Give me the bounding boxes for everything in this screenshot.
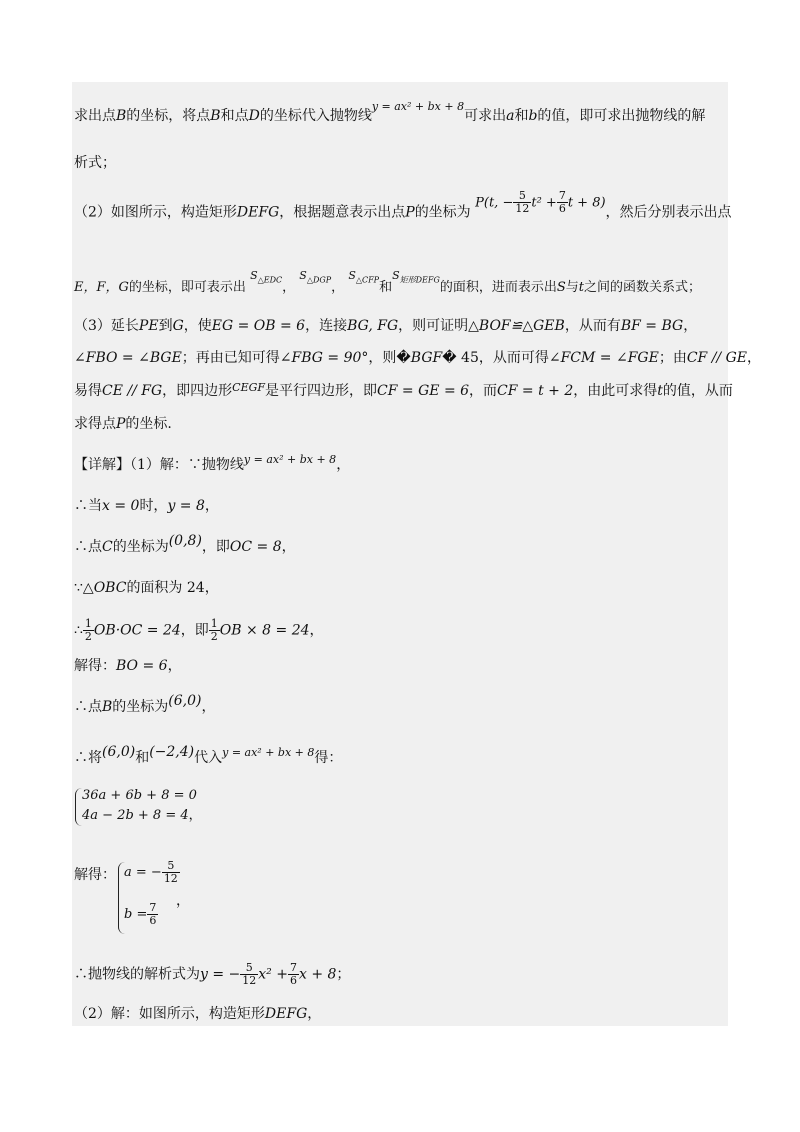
text: 得： xyxy=(314,750,343,766)
math: B xyxy=(116,108,127,124)
text-line xyxy=(74,865,116,885)
math: G xyxy=(172,318,184,334)
equation: y = ax² + bx + 8 xyxy=(222,746,315,759)
equation-system xyxy=(82,786,202,826)
text: ∴抛物线的解析式为 xyxy=(74,966,200,983)
text: ，使 xyxy=(183,318,212,334)
fraction: $\frac{5}{12}$ xyxy=(163,859,178,885)
text: 的坐标. xyxy=(125,416,172,432)
text: 求得点 xyxy=(74,416,116,432)
text: 析式； xyxy=(74,155,116,171)
math: ∠FBG = 90° xyxy=(279,350,369,366)
math: BGF xyxy=(410,350,443,366)
text: ∴ xyxy=(74,622,83,639)
text: ；由 xyxy=(658,350,687,366)
math: B xyxy=(102,699,113,715)
text: 到 xyxy=(158,318,173,334)
text: 的坐标，将点 xyxy=(126,108,211,124)
math: t xyxy=(657,383,663,399)
math: DEFG xyxy=(264,1006,308,1022)
math: t² + xyxy=(531,195,557,211)
text: 的面积，进而表示出 xyxy=(439,280,557,295)
math: OB × 8 = 24 xyxy=(219,622,310,639)
text-line xyxy=(74,618,324,643)
text: ；再由已知可得 xyxy=(181,350,280,366)
text: ； xyxy=(336,966,351,983)
area-symbol: $S_{\triangle CFP}$ xyxy=(348,269,380,285)
math: t + 8) xyxy=(567,195,606,211)
text-line xyxy=(74,189,732,225)
math: BO = 6 xyxy=(116,658,168,674)
text: 的值，从而 xyxy=(662,383,733,399)
text: 和 xyxy=(379,280,393,295)
equation: y = ax² + bx + 8 xyxy=(371,100,465,113)
fraction: $\frac{5}{12}$ xyxy=(242,961,257,987)
text-line xyxy=(74,153,116,173)
text: 易得 xyxy=(74,383,102,399)
equation: 4a − 2b + 8 = 4， xyxy=(82,808,202,823)
text-line xyxy=(74,100,706,127)
math: (6,0) xyxy=(168,693,202,709)
text: ，根据题意表示出点 xyxy=(279,204,406,221)
text-line xyxy=(74,656,182,676)
text: 可求出 xyxy=(464,108,507,124)
text: ，即四边形 xyxy=(162,383,233,399)
math: △BOF≌△GEB xyxy=(468,318,565,334)
text: 的坐标，即可表示出 xyxy=(128,280,246,295)
text: ， xyxy=(201,699,216,715)
math: DEFG xyxy=(236,204,280,221)
text: 解得： xyxy=(74,867,116,883)
text: 的坐标为 xyxy=(112,699,169,715)
text-line: E，F，G的坐标，即可表示出 $S_{\triangle EDC}$， $S_{\triangle DGP}$， $S_{\triangle CFP}$和$S_{矩形DEFG}$的面积，进而表示出S与t之间的函数关系式； xyxy=(74,269,702,295)
point-p-coordinate xyxy=(475,190,605,215)
text: ， xyxy=(176,893,190,909)
math: E，F，G xyxy=(74,280,129,295)
text: ，从而有 xyxy=(564,318,621,334)
area-symbol: $S_{矩形DEFG}$ xyxy=(392,269,440,285)
text: 和 xyxy=(514,108,529,124)
math: OB·OC = 24 xyxy=(93,622,181,639)
math: △OBC xyxy=(82,580,127,596)
math: EG = OB = 6 xyxy=(211,318,306,334)
text-line xyxy=(74,414,172,434)
solution-b: b = $\frac{7}{6}$ xyxy=(124,901,157,927)
text: ， xyxy=(204,498,219,514)
math: BF = BG xyxy=(620,318,684,334)
math: ∠FBO = ∠BGE xyxy=(74,350,182,366)
area-symbol: $S_{\triangle EDC}$ xyxy=(250,269,283,285)
text: （2）如图所示，构造矩形 xyxy=(74,204,237,221)
text-line xyxy=(74,744,343,769)
text: ，即 xyxy=(180,622,209,639)
text-line xyxy=(74,455,350,476)
text: （3）延长 xyxy=(74,318,139,334)
equation-brace xyxy=(75,788,82,826)
text: 与 xyxy=(565,280,579,295)
text: ， xyxy=(747,350,762,366)
text-line xyxy=(74,348,761,368)
text: ，则可证明 xyxy=(398,318,469,334)
math: a xyxy=(506,108,515,124)
text: ， xyxy=(167,658,182,674)
text: ，则� xyxy=(368,350,411,366)
math: CEGF xyxy=(232,381,266,394)
math: x = 0 xyxy=(102,498,140,514)
text-line xyxy=(74,1004,321,1024)
math: (−2,4) xyxy=(149,744,195,760)
math: t xyxy=(578,280,585,295)
text: 的坐标为 xyxy=(112,539,169,555)
text: ∵ xyxy=(74,580,83,596)
text: 的坐标为 xyxy=(414,204,471,221)
text: ∴点 xyxy=(74,699,102,715)
math: PE xyxy=(138,318,159,334)
text: ， xyxy=(683,318,698,334)
math: (0,8) xyxy=(168,533,202,549)
math: BG, FG xyxy=(347,318,399,334)
fraction: $\frac{1}{2}$ xyxy=(210,617,218,643)
math: b xyxy=(528,108,538,124)
text: 代入 xyxy=(194,750,223,766)
text: ，即 xyxy=(201,539,230,555)
text: 的坐标代入抛物线 xyxy=(259,108,372,124)
text-line xyxy=(74,496,219,516)
text: 的面积为 24， xyxy=(126,580,219,596)
math: x + 8 xyxy=(298,966,337,983)
text: 是平行四边形，即 xyxy=(265,383,378,399)
text-line xyxy=(74,381,733,402)
text: ，从而可得 xyxy=(478,350,549,366)
math: B xyxy=(210,108,221,124)
math: y = − xyxy=(200,966,241,983)
math: ∠FCM = ∠FGE xyxy=(548,350,659,366)
text-line xyxy=(74,693,216,717)
text: 45 xyxy=(456,350,479,366)
text: ，连接 xyxy=(305,318,348,334)
math: OC = 8 xyxy=(229,539,282,555)
text: ， xyxy=(309,622,324,639)
text-line xyxy=(74,578,219,598)
math: x² + xyxy=(258,966,288,983)
text: ∴点 xyxy=(74,539,102,555)
text: ， xyxy=(307,1006,322,1022)
math: S xyxy=(556,280,566,295)
math: D xyxy=(248,108,260,124)
text: 和 xyxy=(135,750,150,766)
math: CF // GE xyxy=(686,350,748,366)
text: 之间的函数关系式； xyxy=(584,280,702,295)
text: ∴当 xyxy=(74,498,102,514)
math: (6,0) xyxy=(102,744,136,760)
text: 和点 xyxy=(220,108,249,124)
math: y = 8 xyxy=(167,498,205,514)
text: 【详解】（1）解：∵抛物线 xyxy=(74,457,244,473)
math: CF = t + 2 xyxy=(497,383,574,399)
text: 求出点 xyxy=(74,108,116,124)
math: CE // FG xyxy=(102,383,163,399)
fraction: $\frac{7}{6}$ xyxy=(149,901,157,927)
fraction: $\frac{7}{6}$ xyxy=(558,189,566,215)
text-line xyxy=(74,533,296,557)
math: C xyxy=(102,539,113,555)
text: ，然后分别表示出点 xyxy=(605,204,732,221)
text: 解得： xyxy=(74,658,116,674)
text: ∴将 xyxy=(74,750,102,766)
text-line xyxy=(74,962,350,987)
math: P xyxy=(116,416,126,432)
fraction: $\frac{7}{6}$ xyxy=(289,961,297,987)
equation: y = ax² + bx + 8 xyxy=(243,453,337,466)
text: ，而 xyxy=(469,383,498,399)
text: � xyxy=(442,350,457,366)
math: P xyxy=(405,204,415,221)
text: ，由此可求得 xyxy=(573,383,658,399)
text: 的值，即可求出抛物线的解 xyxy=(537,108,706,124)
math: P(t, − xyxy=(475,195,514,211)
equation: 36a + 6b + 8 = 0 xyxy=(82,788,197,803)
text: （2）解：如图所示，构造矩形 xyxy=(74,1006,265,1022)
area-symbol: $S_{\triangle DGP}$ xyxy=(299,269,332,285)
text-line xyxy=(74,316,697,336)
solution-a: a = − $\frac{5}{12}$ xyxy=(124,859,178,885)
text: 时， xyxy=(139,498,168,514)
text: ， xyxy=(281,539,296,555)
fraction: $\frac{5}{12}$ xyxy=(515,189,530,215)
math: CF = GE = 6 xyxy=(377,383,470,399)
text: ， xyxy=(336,457,351,473)
fraction: $\frac{1}{2}$ xyxy=(84,617,92,643)
